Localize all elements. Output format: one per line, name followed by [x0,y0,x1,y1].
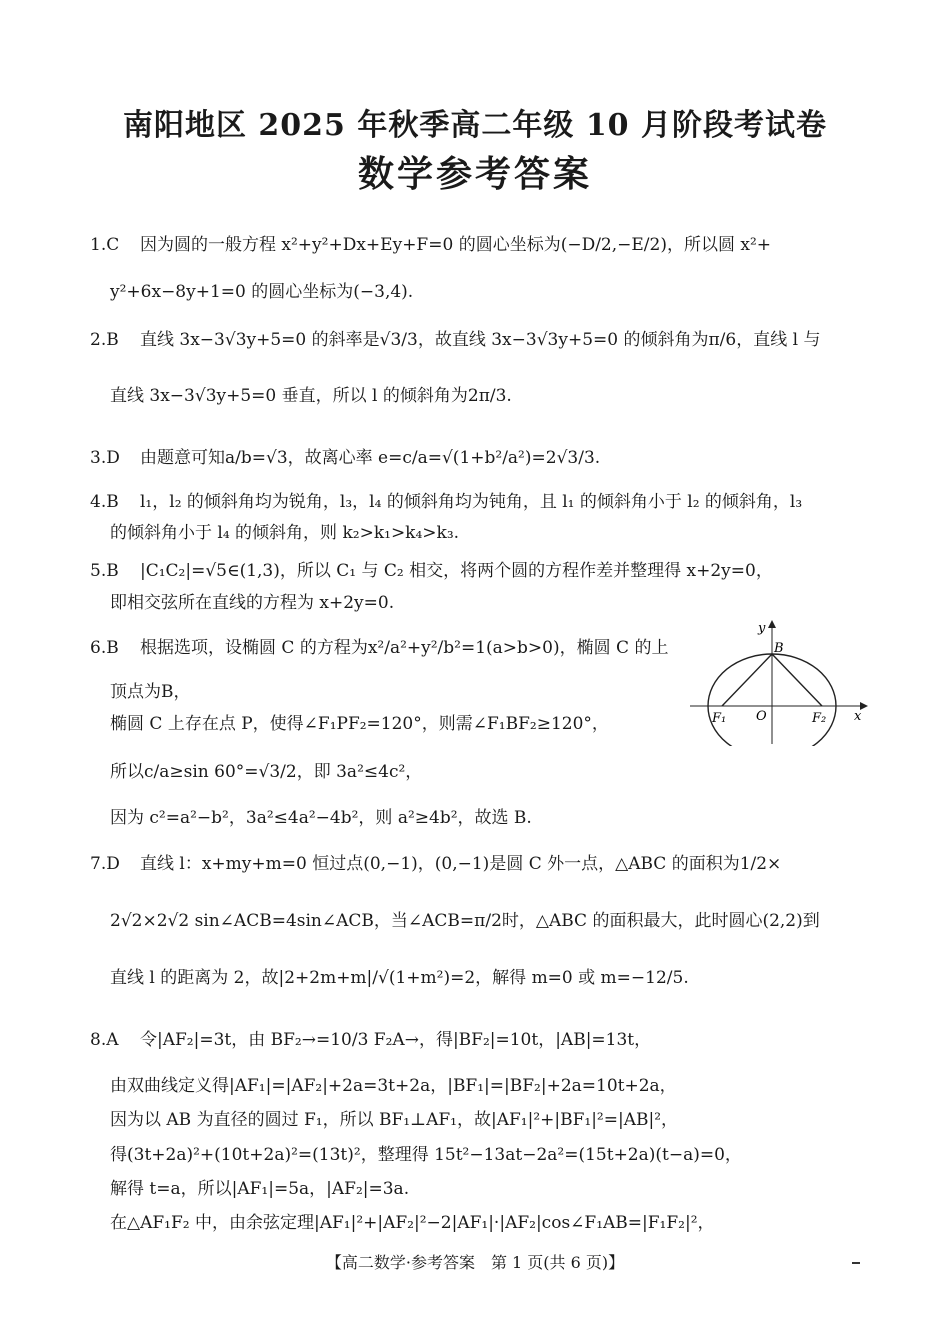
answer-6-text: 根据选项，设椭圆 C 的方程为x²/a²+y²/b²=1(a>b>0)，椭圆 C 的上 [140,638,669,658]
answer-7-line-3: 直线 l 的距离为 2，故|2+2m+m|/√(1+m²)=2，解得 m=0 或 m=−12/5. [110,968,689,988]
answer-4-line-2: 的倾斜角小于 l₄ 的倾斜角，则 k₂>k₁>k₄>k₃. [110,523,460,543]
corner-mark [852,1262,860,1264]
answer-8-number: 8.A [90,1030,119,1050]
segment-f2-b [772,654,822,706]
answer-5-number: 5.B [90,561,119,581]
answer-3-text: 由题意可知a/b=√3，故离心率 e=c/a=√(1+b²/a²)=2√3/3. [140,448,601,468]
answer-8-line-3: 因为以 AB 为直径的圆过 F₁，所以 BF₁⊥AF₁，故|AF₁|²+|BF₁|²=|AB|²， [110,1110,679,1130]
answer-7-number: 7.D [90,854,120,874]
answer-8-line-1 [90,1028,651,1052]
answer-4-line-1 [90,490,802,514]
answer-3-line-1 [90,446,600,470]
answer-2-line-1 [90,328,820,352]
document-subtitle: 数学参考答案 [357,153,592,195]
ellipse-figure [688,618,868,746]
answer-6-line-3: 椭圆 C 上存在点 P，使得∠F₁PF₂=120°，则需∠F₁BF₂≥120°， [110,714,609,734]
answer-6-number: 6.B [90,638,119,658]
answer-1-number: 1.C [90,235,120,255]
answer-2-text: 直线 3x−3√3y+5=0 的斜率是√3/3，故直线 3x−3√3y+5=0 的倾斜角为π/6，直线 l 与 [140,330,821,350]
answer-4-text: l₁，l₂ 的倾斜角均为锐角，l₃，l₄ 的倾斜角均为钝角，且 l₁ 的倾斜角小于 l₂ 的倾斜角，l₃ [140,492,803,512]
page-footer: 【高二数学·参考答案 第 1 页(共 6 页)】 [325,1253,625,1272]
answer-5-line-1 [90,559,773,583]
answer-1-text: 因为圆的一般方程 x²+y²+Dx+Ey+F=0 的圆心坐标为(−D/2,−E/2)，所以圆 x²+ [140,235,772,255]
answer-4-number: 4.B [90,492,119,512]
answer-8-line-4: 得(3t+2a)²+(10t+2a)²=(13t)²，整理得 15t²−13at−2a²=(15t+2a)(t−a)=0， [110,1145,742,1165]
answer-6-line-2: 顶点为B， [110,682,191,702]
focus-f1-label: F₁ [712,711,727,726]
origin-label: O [756,709,767,724]
answer-8-text: 令|AF₂|=3t，由 BF₂→=10/3 F₂A→，得|BF₂|=10t，|AB|=13t， [140,1030,652,1050]
y-axis-arrow [768,620,776,628]
document-title: 南阳地区 2025 年秋季高二年级 10 月阶段考试卷 [122,108,828,143]
answer-1-line-1 [90,233,771,257]
answer-8-line-2: 由双曲线定义得|AF₁|=|AF₂|+2a=3t+2a，|BF₁|=|BF₂|+2a=10t+2a， [110,1076,677,1096]
answer-8-line-5: 解得 t=a，所以|AF₁|=5a，|AF₂|=3a. [110,1179,410,1199]
answer-6-line-5: 因为 c²=a²−b²，3a²≤4a²−4b²，则 a²≥4b²，故选 B. [110,808,532,828]
answer-2-line-2: 直线 3x−3√3y+5=0 垂直，所以 l 的倾斜角为2π/3. [110,386,512,406]
answer-1-line-2: y²+6x−8y+1=0 的圆心坐标为(−3,4). [110,282,414,302]
answer-5-line-2: 即相交弦所在直线的方程为 x+2y=0. [110,593,395,613]
answer-6-line-1 [90,636,668,660]
y-axis-label: y [758,621,766,636]
answer-3-number: 3.D [90,448,120,468]
answer-7-line-1 [90,852,781,876]
segment-f1-b [722,654,772,706]
answer-7-text: 直线 l：x+my+m=0 恒过点(0,−1)，(0,−1)是圆 C 外一点，△ABC 的面积为1/2× [140,854,782,874]
answer-8-line-6: 在△AF₁F₂ 中，由余弦定理|AF₁|²+|AF₂|²−2|AF₁|·|AF₂|cos∠F₁AB=|F₁F₂|²， [110,1213,715,1233]
x-axis-label: x [854,709,862,724]
answer-2-number: 2.B [90,330,119,350]
answer-7-line-2: 2√2×2√2 sin∠ACB=4sin∠ACB，当∠ACB=π/2时，△ABC 的面积最大，此时圆心(2,2)到 [110,911,820,931]
answer-6-line-4: 所以c/a≥sin 60°=√3/2，即 3a²≤4c²， [110,762,423,782]
answer-5-text: |C₁C₂|=√5∈(1,3)，所以 C₁ 与 C₂ 相交，将两个圆的方程作差并整理得 x+2y=0， [140,561,773,581]
focus-f2-label: F₂ [812,711,827,726]
point-b-label: B [774,641,784,656]
